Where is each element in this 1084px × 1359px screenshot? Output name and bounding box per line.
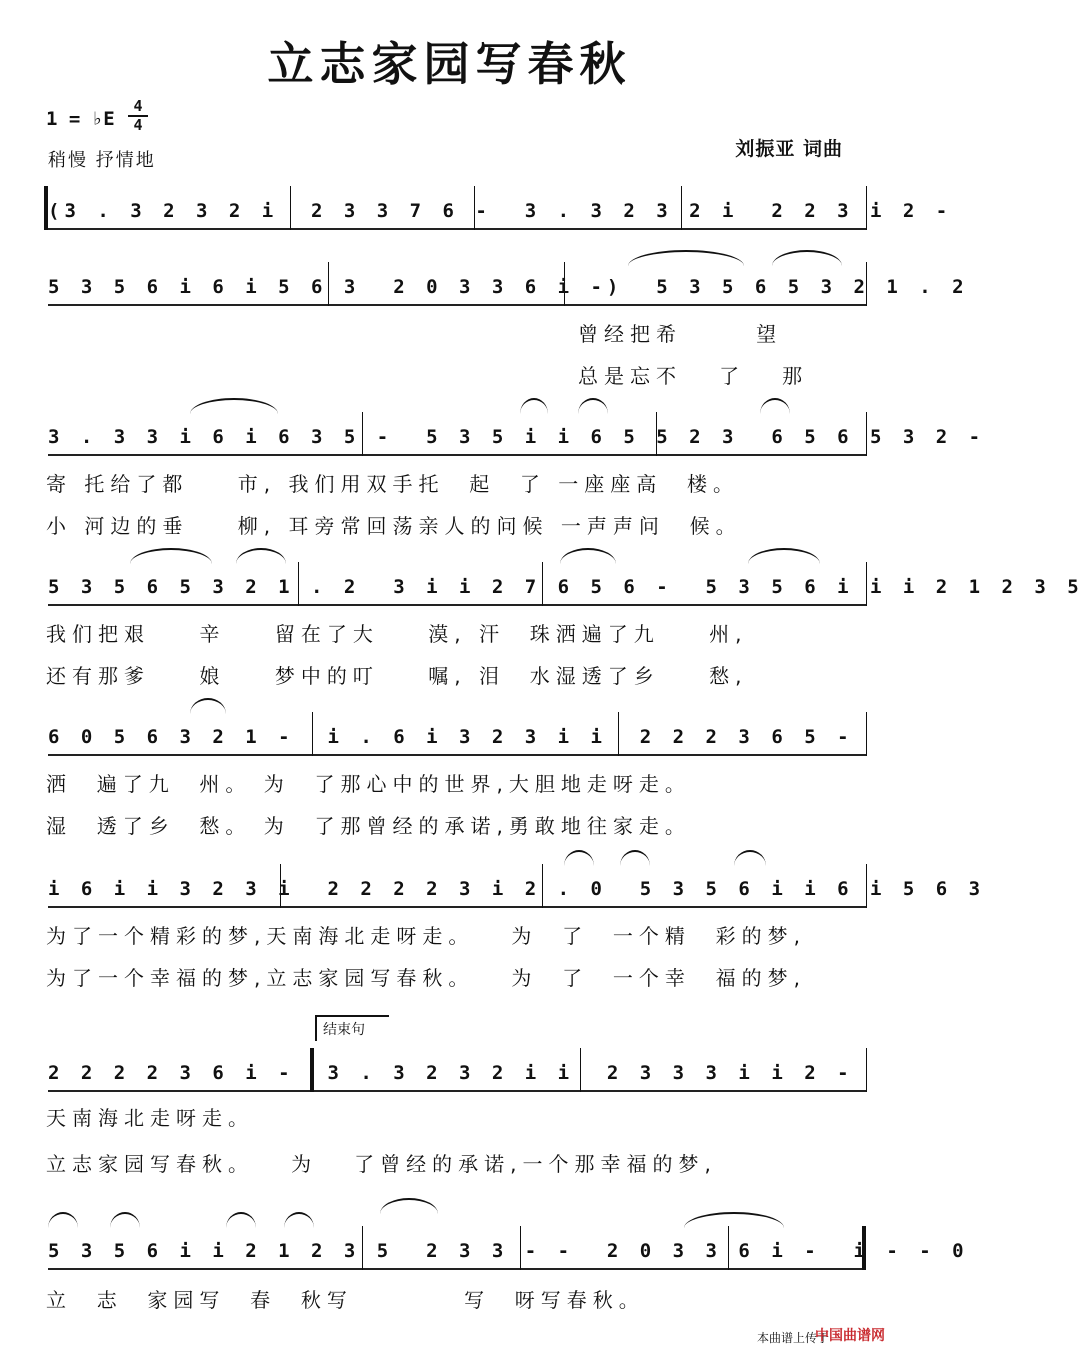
meter-bottom: 4: [133, 116, 143, 134]
lyric-line-8: 立 志 家园写 春 秋写 写 呀写春秋。: [46, 1288, 645, 1312]
slur: [560, 548, 616, 564]
barline: [520, 1226, 521, 1270]
barline: [681, 186, 682, 230]
barline: [866, 412, 867, 456]
score-line-5: [44, 720, 870, 754]
barline: [866, 1048, 867, 1092]
notes-line-3: 3 . 3 3 i 6 i 6 3 5 - 5 3 5 i i 6 5 5 2 3 6 5 6 5 3 2 -: [48, 420, 866, 456]
coda-label: 结束句: [315, 1015, 389, 1041]
barline: [866, 864, 867, 908]
barline: [328, 262, 329, 306]
slur: [190, 698, 226, 714]
barline: [866, 712, 867, 756]
notes-line-7: 2 2 2 2 3 6 i - 3 . 3 2 3 2 i i 2 3 3 3 i i 2 -: [48, 1056, 866, 1092]
repeat-end-barline: [310, 1048, 314, 1092]
score-line-1: [44, 194, 953, 228]
lyric-line-5-verse-2: 湿 透了乡 愁。 为 了那曾经的承诺,勇敢地往家走。: [46, 814, 691, 838]
barline: [728, 1226, 729, 1270]
score-line-3: [44, 420, 986, 454]
barline: [280, 864, 281, 908]
score-line-6: [44, 872, 986, 906]
tempo-marking: 稍慢 抒情地: [48, 150, 156, 171]
barline: [362, 412, 363, 456]
barline: [564, 262, 565, 306]
slur: [578, 398, 608, 414]
barline: [298, 562, 299, 606]
lyric-line-2-verse-1: 曾经把希 望: [578, 322, 783, 346]
slur: [564, 850, 594, 866]
lyric-line-5-verse-1: 洒 遍了九 州。 为 了那心中的世界,大胆地走呀走。: [46, 772, 691, 796]
barline: [580, 1048, 581, 1092]
slur: [48, 1212, 78, 1228]
barline: [618, 712, 619, 756]
barline: [866, 186, 867, 230]
final-barline: [862, 1226, 866, 1270]
notes-line-6: i 6 i i 3 2 3 i 2 2 2 2 3 i 2 . 0 5 3 5 6 i i 6 i 5 6 3: [48, 872, 866, 908]
slur: [130, 548, 212, 564]
key-signature: 1 = ♭E: [46, 108, 115, 130]
site-logo[interactable]: 中国曲谱网: [815, 1328, 885, 1344]
slur: [190, 398, 278, 414]
lyric-line-6-verse-2: 为了一个幸福的梦,立志家园写春秋。 为 了 一个幸 福的梦,: [46, 966, 806, 990]
barline: [866, 262, 867, 306]
slur: [684, 1212, 784, 1228]
slur: [620, 850, 650, 866]
barline: [866, 562, 867, 606]
meter-top: 4: [128, 98, 148, 117]
barline: [312, 712, 313, 756]
lyric-line-6-verse-1: 为了一个精彩的梦,天南海北走呀走。 为 了 一个精 彩的梦,: [46, 924, 806, 948]
composer-credit: 刘振亚 词曲: [735, 138, 843, 160]
lyric-line-2-verse-2: 总是忘不 了 那: [578, 364, 809, 388]
slur: [284, 1212, 314, 1228]
slur: [110, 1212, 140, 1228]
time-signature: [128, 98, 148, 134]
slur: [628, 250, 744, 266]
notes-line-4: 5 3 5 6 5 3 2 1 . 2 3 i i 2 7 6 5 6 - 5 3 5 6 i i i 2 1 2 3 5: [48, 570, 866, 606]
song-title: 立志家园写春秋: [267, 37, 632, 91]
footer-text: 本曲谱上传于: [756, 1331, 829, 1345]
slur: [748, 548, 820, 564]
lyric-line-7-verse-1: 天南海北走呀走。: [46, 1106, 254, 1130]
score-line-8: [44, 1234, 969, 1268]
notes-line-5: 6 0 5 6 3 2 1 - i . 6 i 3 2 3 i i 2 2 2 3 6 5 -: [48, 720, 866, 756]
slur: [236, 548, 286, 564]
barline: [656, 412, 657, 456]
lyric-line-4-verse-2: 还有那爹 娘 梦中的叮 嘱, 泪 水湿透了乡 愁,: [46, 664, 748, 688]
notes-line-2: 5 3 5 6 i 6 i 5 6 3 2 0 3 3 6 i -) 5 3 5 6 5 3 2 1 . 2: [48, 270, 866, 306]
slur: [226, 1212, 256, 1228]
slur: [772, 250, 842, 266]
score-line-2: [44, 270, 969, 304]
slur: [520, 398, 548, 414]
barline: [542, 562, 543, 606]
lyric-line-7-verse-2: 立志家园写春秋。 为 了曾经的承诺,一个那幸福的梦,: [46, 1152, 717, 1176]
barline: [474, 186, 475, 230]
barline: [290, 186, 291, 230]
notes-line-1: (3 . 3 2 3 2 i 2 3 3 7 6 - 3 . 3 2 3 2 i 2 2 3 i 2 -: [48, 194, 866, 230]
lyric-line-3-verse-2: 小 河边的垂 柳, 耳旁常回荡亲人的问候 一声声问 候。: [46, 514, 742, 538]
score-line-7: [44, 1056, 870, 1090]
barline: [362, 1226, 363, 1270]
slur: [734, 850, 766, 866]
slur: [380, 1198, 438, 1214]
lyric-line-4-verse-1: 我们把艰 辛 留在了大 漠, 汗 珠洒遍了九 州,: [46, 622, 748, 646]
score-line-4: [44, 570, 1084, 604]
barline: [542, 864, 543, 908]
notes-line-8: 5 3 5 6 i i 2 1 2 3 5 2 3 3 - - 2 0 3 3 6 i - i - - 0: [48, 1234, 866, 1270]
slur: [760, 398, 790, 414]
lyric-line-3-verse-1: 寄 托给了都 市, 我们用双手托 起 了 一座座高 楼。: [46, 472, 740, 496]
